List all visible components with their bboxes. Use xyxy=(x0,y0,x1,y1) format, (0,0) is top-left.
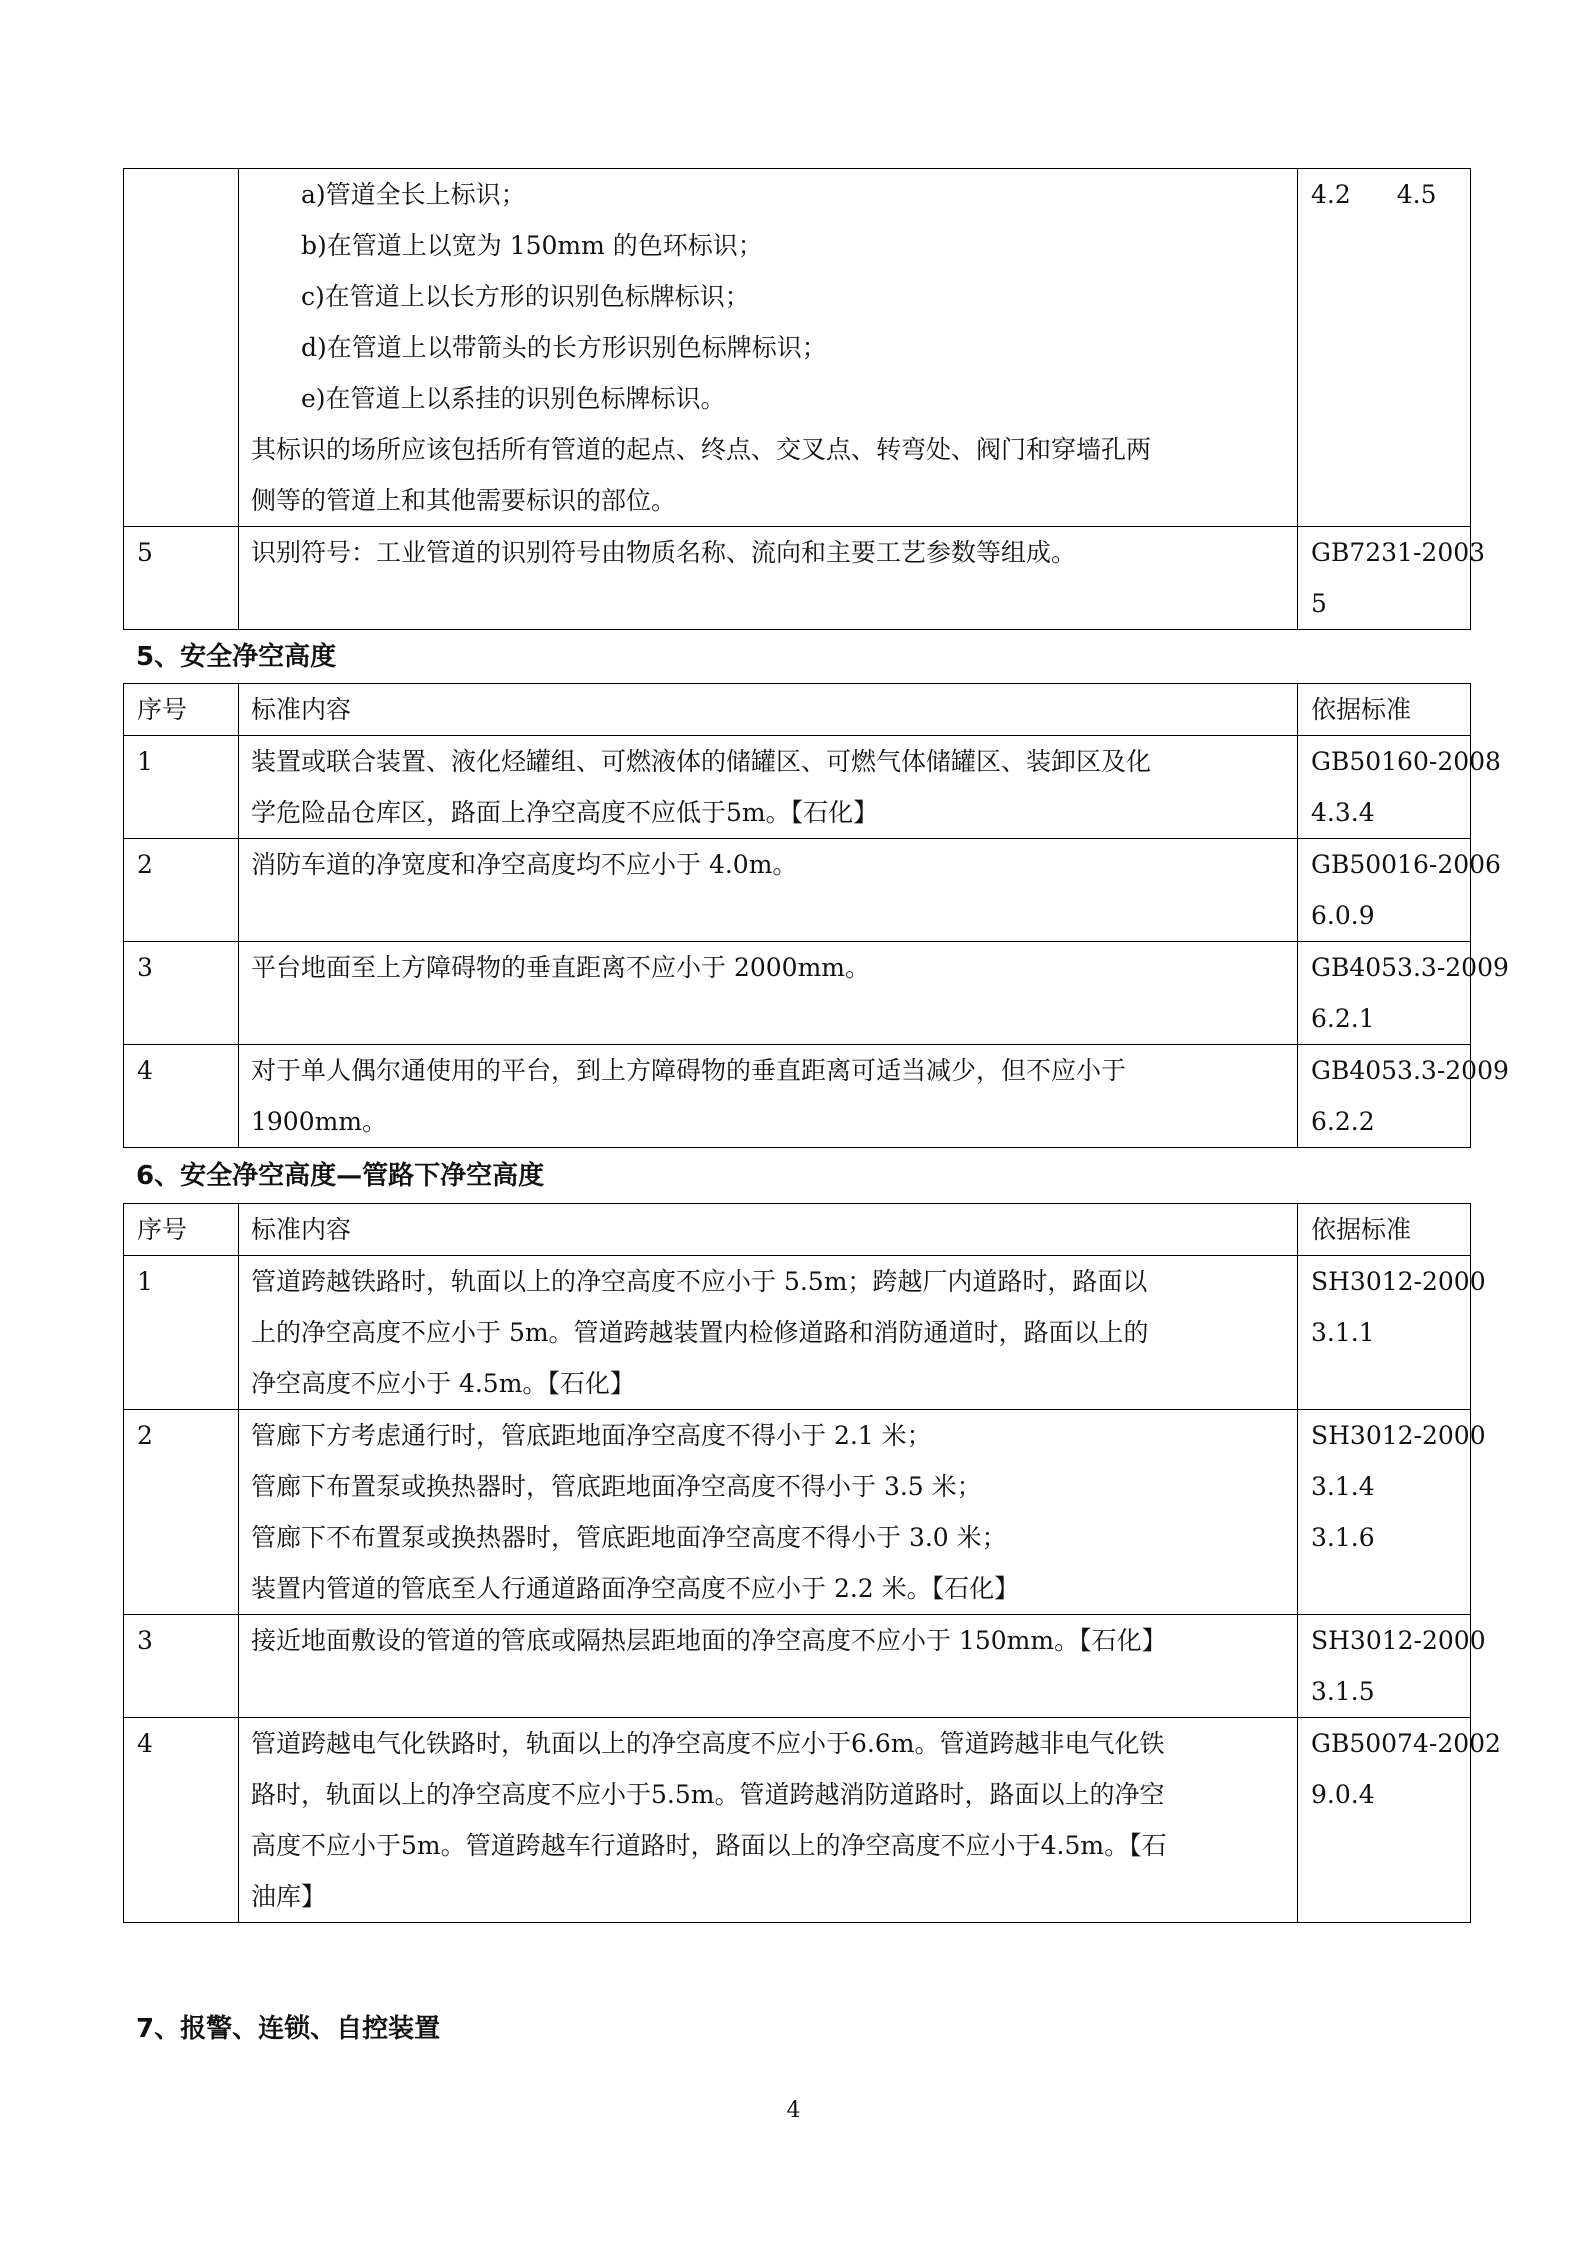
reference-standard: GB50160-2008 xyxy=(1311,747,1501,776)
content-line: 学危险品仓库区，路面上净空高度不应低于5m。【石化】 xyxy=(251,798,879,827)
content-line: d)在管道上以带箭头的长方形识别色标牌标识； xyxy=(301,333,827,362)
content-line: c)在管道上以长方形的识别色标牌标识； xyxy=(301,282,750,311)
content-cell xyxy=(239,1256,1298,1410)
table-row xyxy=(124,1615,1471,1718)
reference-cell xyxy=(1298,1615,1486,1718)
row-number-cell: 2 xyxy=(124,839,239,942)
content-line: 识别符号：工业管道的识别符号由物质名称、流向和主要工艺参数等组成。 xyxy=(251,538,1077,567)
content-line: 1900mm。 xyxy=(251,1107,388,1136)
content-line: 上的净空高度不应小于 5m。管道跨越装置内检修道路和消防通道时，路面以上的 xyxy=(251,1318,1149,1347)
content-line: 消防车道的净宽度和净空高度均不应小于 4.0m。 xyxy=(251,850,798,879)
row-number-cell: 5 xyxy=(124,527,239,630)
content-cell xyxy=(239,1615,1298,1718)
reference-clause: 3.1.4 xyxy=(1311,1472,1375,1501)
content-cell xyxy=(239,736,1298,839)
table-row xyxy=(124,169,1471,527)
section-5-title: 5、安全净空高度 xyxy=(136,642,337,672)
section-7-title: 7、报警、连锁、自控装置 xyxy=(136,2014,441,2044)
reference-clause: 4.3.4 xyxy=(1311,798,1375,827)
reference-clause: 6.2.1 xyxy=(1311,1004,1375,1033)
table-row xyxy=(124,1718,1471,1923)
reference-standard: SH3012-2000 xyxy=(1311,1421,1486,1450)
reference-standard: SH3012-2000 xyxy=(1311,1267,1486,1296)
row-number-cell: 1 xyxy=(124,1256,239,1410)
reference-clause: 3.1.6 xyxy=(1311,1523,1375,1552)
content-line: 侧等的管道上和其他需要标识的部位。 xyxy=(251,486,677,515)
content-line: 管廊下不布置泵或换热器时，管底距地面净空高度不得小于 3.0 米； xyxy=(251,1523,1007,1552)
content-cell xyxy=(239,1045,1298,1148)
content-line: 装置或联合装置、液化烃罐组、可燃液体的储罐区、可燃气体储罐区、装卸区及化 xyxy=(251,747,1152,776)
content-cell xyxy=(239,839,1298,942)
row-number-cell: 2 xyxy=(124,1410,239,1615)
content-line: 装置内管道的管底至人行通道路面净空高度不应小于 2.2 米。【石化】 xyxy=(251,1574,1020,1603)
reference-cell xyxy=(1298,839,1501,942)
reference-cell xyxy=(1298,527,1486,630)
reference-clause: 4.2 xyxy=(1311,180,1351,209)
reference-clause: 4.5 xyxy=(1396,180,1437,209)
row-number-cell: 4 xyxy=(124,1718,239,1923)
content-cell xyxy=(239,527,1298,630)
content-cell xyxy=(239,942,1298,1045)
header-standard: 依据标准 xyxy=(1298,1204,1471,1256)
reference-clause: 3.1.5 xyxy=(1311,1677,1375,1706)
content-line: 管道跨越电气化铁路时，轨面以上的净空高度不应小于6.6m。管道跨越非电气化铁 xyxy=(251,1729,1165,1758)
reference-standard: GB4053.3-2009 xyxy=(1311,1056,1509,1085)
content-line: 管廊下方考虑通行时，管底距地面净空高度不得小于 2.1 米； xyxy=(251,1421,932,1450)
reference-cell xyxy=(1298,1045,1509,1148)
header-number: 序号 xyxy=(124,1204,239,1256)
header-content: 标准内容 xyxy=(239,1204,1298,1256)
table-header-row xyxy=(124,684,1471,736)
content-line: 对于单人偶尔通使用的平台，到上方障碍物的垂直距离可适当减少，但不应小于 xyxy=(251,1056,1127,1085)
content-line: e)在管道上以系挂的识别色标牌标识。 xyxy=(301,384,726,413)
table-row xyxy=(124,527,1471,630)
table-header-row xyxy=(124,1204,1471,1256)
table-row xyxy=(124,839,1471,942)
reference-cell xyxy=(1298,942,1509,1045)
section-6-table xyxy=(123,1203,1501,1923)
reference-cell xyxy=(1298,1410,1486,1615)
content-line: 高度不应小于5m。管道跨越车行道路时，路面以上的净空高度不应小于4.5m。【石 xyxy=(251,1831,1167,1860)
content-line: 其标识的场所应该包括所有管道的起点、终点、交叉点、转弯处、阀门和穿墙孔两 xyxy=(251,435,1152,464)
reference-standard: GB50016-2006 xyxy=(1311,850,1501,879)
row-number-cell xyxy=(124,169,239,527)
reference-clause: 3.1.1 xyxy=(1311,1318,1375,1347)
page-number: 4 xyxy=(786,2098,801,2123)
section-6-title: 6、安全净空高度—管路下净空高度 xyxy=(136,1161,545,1191)
table-row xyxy=(124,942,1471,1045)
header-number: 序号 xyxy=(124,684,239,736)
reference-clause: 5 xyxy=(1311,589,1327,618)
reference-standard: GB50074-2002 xyxy=(1311,1729,1501,1758)
reference-standard: GB4053.3-2009 xyxy=(1311,953,1509,982)
header-content: 标准内容 xyxy=(239,684,1298,736)
content-line: 接近地面敷设的管道的管底或隔热层距地面的净空高度不应小于 150mm。【石化】 xyxy=(251,1626,1167,1655)
row-number-cell: 1 xyxy=(124,736,239,839)
row-number-cell: 3 xyxy=(124,1615,239,1718)
content-line: 路时，轨面以上的净空高度不应小于5.5m。管道跨越消防道路时，路面以上的净空 xyxy=(251,1780,1165,1809)
reference-cell xyxy=(1298,736,1501,839)
section-5-table xyxy=(123,683,1509,1148)
table-row xyxy=(124,1410,1471,1615)
content-cell xyxy=(239,169,1298,527)
content-line: 平台地面至上方障碍物的垂直距离不应小于 2000mm。 xyxy=(251,953,870,982)
content-line: 管道跨越铁路时，轨面以上的净空高度不应小于 5.5m；跨越厂内道路时，路面以 xyxy=(251,1267,1148,1296)
reference-standard: GB7231-2003 xyxy=(1311,538,1486,567)
reference-clause: 9.0.4 xyxy=(1311,1780,1375,1809)
content-line: b)在管道上以宽为 150mm 的色环标识； xyxy=(301,231,763,260)
reference-cell xyxy=(1298,1256,1486,1410)
reference-cell xyxy=(1298,169,1471,527)
header-standard: 依据标准 xyxy=(1298,684,1471,736)
content-line: 管廊下布置泵或换热器时，管底距地面净空高度不得小于 3.5 米； xyxy=(251,1472,982,1501)
content-cell xyxy=(239,1410,1298,1615)
reference-clause: 6.2.2 xyxy=(1311,1107,1375,1136)
identification-table xyxy=(123,168,1486,630)
row-number-cell: 4 xyxy=(124,1045,239,1148)
row-number-cell: 3 xyxy=(124,942,239,1045)
reference-standard: SH3012-2000 xyxy=(1311,1626,1486,1655)
table-row xyxy=(124,736,1471,839)
content-line: 净空高度不应小于 4.5m。【石化】 xyxy=(251,1369,635,1398)
content-line: a)管道全长上标识； xyxy=(301,180,526,209)
content-line: 油库】 xyxy=(251,1882,327,1911)
content-cell xyxy=(239,1718,1298,1923)
reference-clause: 6.0.9 xyxy=(1311,901,1375,930)
table-row xyxy=(124,1256,1471,1410)
reference-cell xyxy=(1298,1718,1501,1923)
table-row xyxy=(124,1045,1471,1148)
